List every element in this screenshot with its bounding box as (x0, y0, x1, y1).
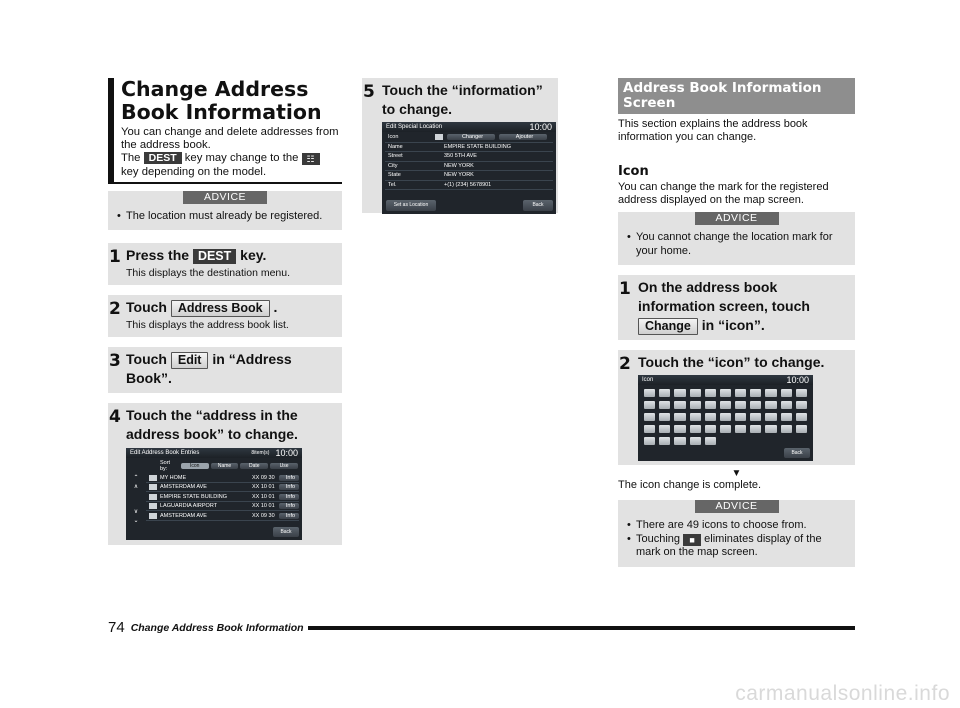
selectable-icon[interactable] (644, 413, 655, 421)
back-button[interactable]: Back (273, 527, 299, 537)
change-button[interactable]: Change (638, 318, 698, 335)
entries-list (146, 473, 302, 524)
selectable-icon[interactable] (796, 425, 807, 433)
icon-selection-screen (638, 375, 813, 461)
selectable-icon[interactable] (765, 401, 776, 409)
step-heading: Touch the “icon” to change. (638, 354, 825, 370)
info-button[interactable]: Info (279, 475, 299, 481)
selectable-icon[interactable] (690, 389, 701, 397)
step-2-right (618, 350, 855, 465)
section-description: This section explains the address book information you can change. (618, 118, 808, 143)
sort-icon-tab[interactable]: Icon (181, 463, 209, 469)
step-1-right (618, 275, 855, 340)
arrow-down-icon: ▼ (731, 468, 742, 479)
selectable-icon[interactable] (796, 401, 807, 409)
advice-box (618, 212, 855, 265)
edit-special-location-screen (382, 122, 556, 214)
step-heading: Touch the “information” to change. (382, 82, 543, 117)
edit-button[interactable]: Edit (171, 352, 209, 369)
address-book-button[interactable]: Address Book (171, 300, 270, 317)
advice-list (116, 210, 334, 224)
page-title: Change Address Book Information (121, 77, 322, 124)
selectable-icon[interactable] (750, 389, 761, 397)
selectable-icon[interactable] (705, 413, 716, 421)
building-icon (149, 494, 157, 500)
selectable-icon[interactable] (796, 413, 807, 421)
step-number: 3 (109, 351, 121, 372)
selectable-icon[interactable] (644, 425, 655, 433)
selectable-icon[interactable] (720, 425, 731, 433)
step-1 (108, 243, 342, 285)
screen-title-bar (126, 448, 302, 458)
step-description: This displays the destination menu. (126, 267, 291, 280)
selectable-icon[interactable] (674, 401, 685, 409)
selectable-icon[interactable] (720, 401, 731, 409)
selectable-icon[interactable] (690, 401, 701, 409)
scroll-down-icon[interactable]: ∨ (133, 509, 139, 516)
change-button[interactable]: Changer (447, 134, 495, 140)
field-row-name[interactable]: Name EMPIRE STATE BUILDING (385, 143, 553, 153)
set-as-location-button[interactable]: Set as Location (386, 200, 436, 211)
icon-subheading: Icon (618, 164, 649, 179)
item-counter: 8item(s) (251, 450, 270, 457)
table-row[interactable]: LAGUARDIA AIRPORT XX 10 01 Info (146, 502, 299, 512)
home-icon (149, 475, 157, 481)
selectable-icon[interactable] (644, 389, 655, 397)
scroll-up-icon[interactable]: ∧ (133, 484, 139, 491)
icon-grid (638, 385, 813, 445)
selectable-icon[interactable] (750, 413, 761, 421)
selectable-icon[interactable] (659, 389, 670, 397)
step-number: 1 (619, 279, 631, 299)
left-column (108, 78, 342, 545)
airport-icon (149, 503, 157, 509)
selectable-icon[interactable] (705, 437, 716, 445)
scroll-bottom-icon[interactable]: ⌄ (133, 518, 139, 525)
step-number: 5 (363, 82, 375, 102)
advice-label: ADVICE (695, 500, 779, 513)
selectable-icon[interactable] (705, 425, 716, 433)
back-button[interactable]: Back (523, 200, 553, 211)
selectable-icon[interactable] (659, 437, 670, 445)
middle-column (362, 78, 558, 213)
right-column (618, 78, 855, 567)
info-button[interactable]: Info (279, 503, 299, 509)
icon-description: You can change the mark for the registered address displayed on the map screen. (618, 181, 829, 206)
selectable-icon[interactable] (765, 389, 776, 397)
selectable-icon[interactable] (735, 413, 746, 421)
selectable-icon[interactable] (674, 389, 685, 397)
selectable-icon[interactable] (720, 389, 731, 397)
no-mark-icon: ■ (683, 534, 701, 546)
alt-key-icon: ☷ (302, 153, 320, 165)
step-2 (108, 295, 342, 337)
clock: 10:00 (529, 122, 552, 132)
selectable-icon[interactable] (781, 401, 792, 409)
selectable-icon[interactable] (674, 425, 685, 433)
step-number: 1 (109, 247, 121, 268)
step-3 (108, 347, 342, 393)
sort-bar: Sort by: Icon Name Date Use (126, 458, 302, 473)
screen-title-bar (638, 375, 813, 385)
completion-text: The icon change is complete. (618, 479, 762, 491)
dest-key-badge: DEST (144, 152, 182, 164)
selectable-icon[interactable] (644, 437, 655, 445)
advice-box (108, 191, 342, 231)
advice-item: • The location must already be registered. (116, 210, 334, 224)
selectable-icon[interactable] (735, 425, 746, 433)
selectable-icon[interactable] (659, 425, 670, 433)
field-row-tel[interactable]: Tel. +(1) (234) 5678901 (385, 181, 553, 191)
dest-key-badge: DEST (193, 249, 236, 264)
sort-date-tab[interactable]: Date (240, 463, 268, 469)
location-fields (382, 132, 556, 190)
selectable-icon[interactable] (750, 401, 761, 409)
page-footer (108, 619, 855, 636)
selectable-icon[interactable] (781, 389, 792, 397)
selectable-icon[interactable] (765, 425, 776, 433)
advice-list (626, 519, 847, 560)
location-mark-icon (435, 134, 443, 140)
screen-title: Edit Address Book Entries (130, 450, 200, 457)
info-button[interactable]: Info (279, 494, 299, 500)
info-button[interactable]: Info (279, 513, 299, 519)
selectable-icon[interactable] (720, 413, 731, 421)
field-row-street[interactable]: Street 350 5TH AVE (385, 152, 553, 162)
step-description: This displays the address book list. (126, 319, 289, 332)
page-number: 74 (108, 619, 125, 636)
add-button[interactable]: Ajouter (499, 134, 547, 140)
screen-title-bar (382, 122, 556, 132)
field-row-state[interactable]: State NEW YORK (385, 171, 553, 181)
main-heading-block (108, 78, 342, 184)
footer-rule (308, 626, 855, 630)
step-heading: Press the DEST key. (126, 247, 267, 264)
selectable-icon[interactable] (765, 413, 776, 421)
step-heading: On the address book information screen, touch Change in “icon”. (638, 279, 810, 333)
step-number: 4 (109, 407, 121, 428)
selectable-icon[interactable] (781, 413, 792, 421)
step-4 (108, 403, 342, 545)
selectable-icon[interactable] (659, 413, 670, 421)
field-row-icon: Icon Changer Ajouter (385, 133, 553, 143)
selectable-icon[interactable] (796, 389, 807, 397)
selectable-icon[interactable] (690, 413, 701, 421)
location-icon (149, 513, 157, 519)
selectable-icon[interactable] (690, 437, 701, 445)
selectable-icon[interactable] (674, 413, 685, 421)
back-button[interactable]: Back (784, 448, 810, 458)
advice-item: • There are 49 icons to choose from. (626, 519, 847, 533)
section-title: Address Book Information Screen (618, 78, 855, 114)
info-button[interactable]: Info (279, 484, 299, 490)
footer-title: Change Address Book Information (130, 621, 304, 634)
advice-item: • You cannot change the location mark for your home. (626, 231, 847, 258)
screen-title: Icon (642, 377, 654, 383)
clock: 10:00 (786, 375, 809, 385)
screen-title: Edit Special Location (386, 124, 443, 130)
table-row[interactable]: MY HOME XX 09 30 Info (146, 473, 299, 483)
entries-area (126, 473, 302, 524)
clock: 10:00 (275, 448, 298, 459)
advice-list (626, 231, 847, 258)
selectable-icon[interactable] (644, 401, 655, 409)
advice-label: ADVICE (695, 212, 779, 225)
selectable-icon[interactable] (735, 401, 746, 409)
selectable-icon[interactable] (735, 389, 746, 397)
advice-label: ADVICE (183, 191, 267, 204)
selectable-icon[interactable] (781, 425, 792, 433)
step-number: 2 (109, 299, 121, 320)
step-heading: Touch Address Book . (126, 299, 278, 316)
address-book-entries-screen (126, 448, 302, 540)
step-heading: Touch the “address in the address book” to change. (126, 407, 298, 443)
advice-item: • Touching ■ eliminates display of the mark on the map screen. (626, 533, 847, 560)
watermark: carmanualsonline.info (735, 682, 950, 705)
selectable-icon[interactable] (659, 401, 670, 409)
scroll-controls[interactable] (126, 473, 146, 524)
table-row[interactable]: EMPIRE STATE BUILDING XX 10 01 Info (146, 492, 299, 502)
table-row[interactable]: AMSTERDAM AVE XX 10 01 Info (146, 483, 299, 493)
advice-box-2 (618, 500, 855, 567)
field-row-city[interactable]: City NEW YORK (385, 162, 553, 172)
selectable-icon[interactable] (705, 401, 716, 409)
step-number: 2 (619, 354, 631, 374)
selectable-icon[interactable] (750, 425, 761, 433)
selectable-icon[interactable] (674, 437, 685, 445)
sort-use-tab[interactable]: Use (270, 463, 298, 469)
step-5 (362, 78, 558, 213)
selectable-icon[interactable] (690, 425, 701, 433)
selectable-icon[interactable] (705, 389, 716, 397)
intro-text: You can change and delete addresses from the address book. The DEST key may change to the ☷ key depending on the model. (121, 126, 339, 178)
table-row[interactable]: AMSTERDAM AVE XX 09 30 Info (146, 511, 299, 521)
step-heading: Touch Edit in “Address Book”. (126, 351, 292, 387)
sort-name-tab[interactable]: Name (211, 463, 239, 469)
location-icon (149, 484, 157, 490)
scroll-top-icon[interactable]: ⌃ (133, 475, 139, 482)
